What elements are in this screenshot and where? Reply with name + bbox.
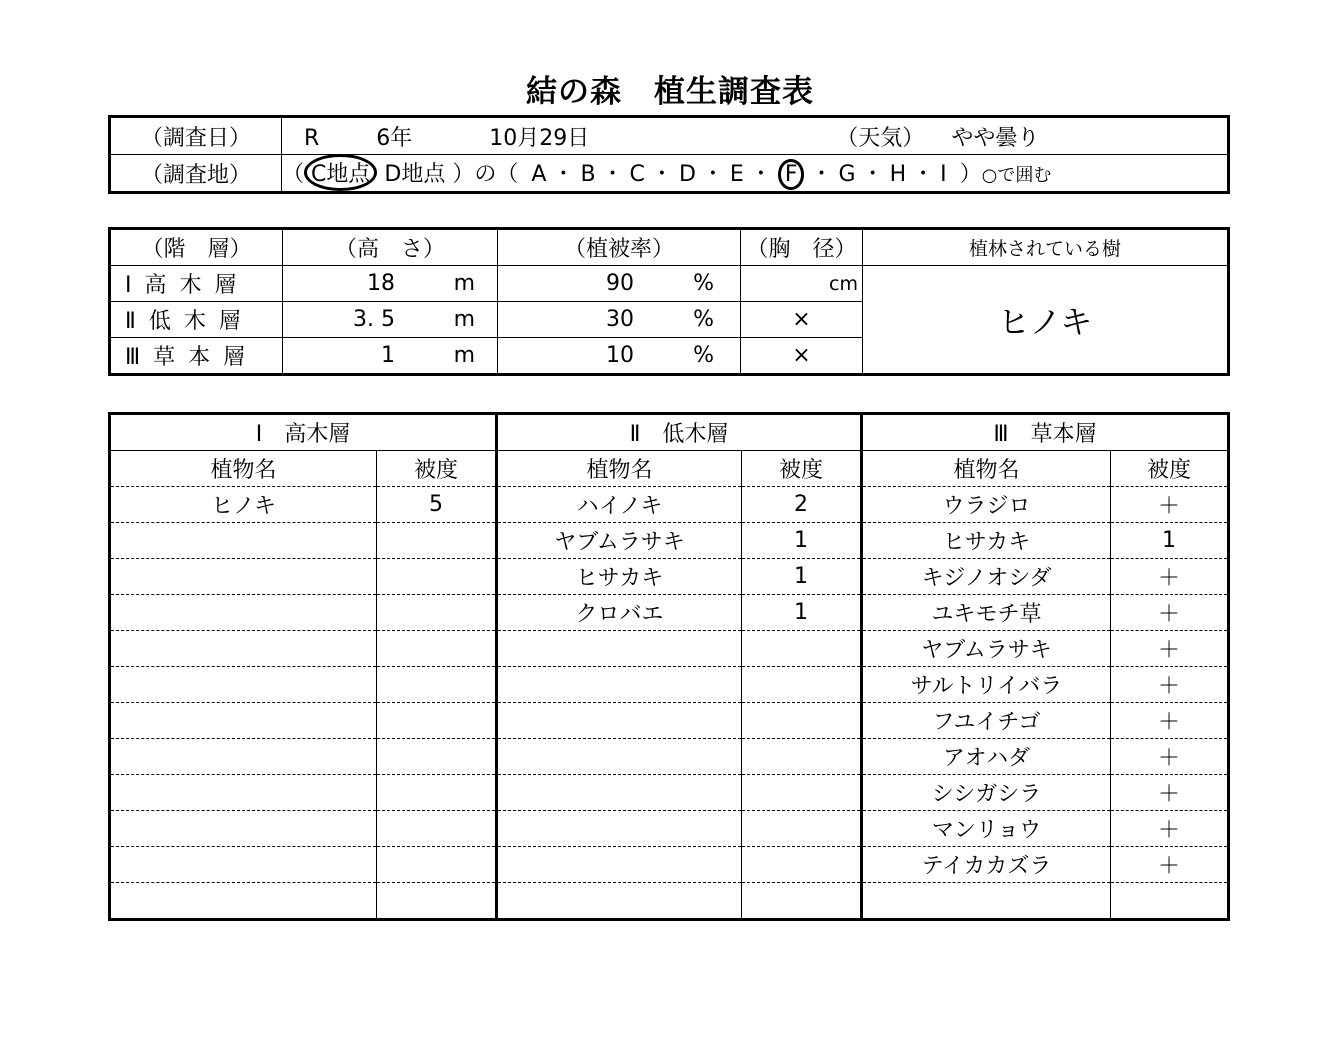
year: 6年 bbox=[376, 125, 413, 151]
shrub-plant-name: ヤブムラサキ bbox=[497, 523, 742, 559]
herb-cover bbox=[1111, 883, 1229, 920]
separator: ・ bbox=[749, 161, 772, 187]
dbh-cell: × bbox=[741, 302, 863, 338]
herb-plant-name: シシガシラ bbox=[862, 775, 1111, 811]
paren: （ bbox=[282, 161, 305, 187]
shrub-plant-name bbox=[497, 883, 742, 920]
date: 10月29日 bbox=[489, 125, 590, 151]
separator: ・ bbox=[601, 161, 624, 187]
herb-cover: ＋ bbox=[1111, 847, 1229, 883]
point-i[interactable]: I bbox=[940, 161, 947, 187]
table-row bbox=[110, 739, 1229, 775]
layer-name: Ⅰ 高 木 層 bbox=[110, 266, 283, 302]
weather: やや曇り bbox=[951, 125, 1040, 151]
site-c-circled[interactable]: C地点 bbox=[304, 155, 377, 191]
header-dbh: （胸 径） bbox=[741, 229, 863, 266]
herb-plant-name: マンリョウ bbox=[862, 811, 1111, 847]
tall-cover bbox=[377, 523, 497, 559]
col-plant-name: 植物名 bbox=[497, 451, 742, 487]
col-plant-name: 植物名 bbox=[862, 451, 1111, 487]
page-title: 結の森 植生調査表 bbox=[526, 74, 814, 110]
species-table bbox=[108, 412, 1230, 921]
herb-plant-name: サルトリイバラ bbox=[862, 667, 1111, 703]
table-row bbox=[110, 487, 1229, 523]
tall-plant-name bbox=[110, 595, 377, 631]
height-cell bbox=[283, 302, 498, 338]
tall-plant-name bbox=[110, 559, 377, 595]
cover-unit: % bbox=[693, 271, 714, 296]
header-layer: （階 層） bbox=[110, 229, 283, 266]
herb-cover: ＋ bbox=[1111, 667, 1229, 703]
herb-plant-name: アオハダ bbox=[862, 739, 1111, 775]
cover-unit: % bbox=[693, 307, 714, 332]
tall-cover bbox=[377, 667, 497, 703]
tall-cover bbox=[377, 847, 497, 883]
point-c[interactable]: C bbox=[629, 161, 645, 187]
tall-plant-name: ヒノキ bbox=[110, 487, 377, 523]
herb-cover: ＋ bbox=[1111, 487, 1229, 523]
shrub-cover: 1 bbox=[742, 523, 862, 559]
tall-plant-name bbox=[110, 847, 377, 883]
herb-plant-name bbox=[862, 883, 1111, 920]
site-d[interactable]: D地点 bbox=[384, 161, 446, 187]
shrub-cover bbox=[742, 883, 862, 920]
column-header-row bbox=[110, 451, 1229, 487]
shrub-plant-name bbox=[497, 667, 742, 703]
cover-value: 30 bbox=[606, 307, 634, 332]
shrub-plant-name bbox=[497, 703, 742, 739]
table-row bbox=[110, 559, 1229, 595]
table-row bbox=[110, 631, 1229, 667]
shrub-plant-name bbox=[497, 847, 742, 883]
tall-plant-name bbox=[110, 523, 377, 559]
date-cell bbox=[282, 117, 1229, 155]
col-cover: 被度 bbox=[1111, 451, 1229, 487]
table-row bbox=[110, 703, 1229, 739]
point-a[interactable]: A bbox=[531, 161, 547, 187]
tall-plant-name bbox=[110, 667, 377, 703]
tall-plant-name bbox=[110, 703, 377, 739]
tall-plant-name bbox=[110, 739, 377, 775]
header-planted: 植林されている樹 bbox=[863, 229, 1229, 266]
planted-tree: ヒノキ bbox=[863, 266, 1229, 375]
dbh-cell: × bbox=[741, 338, 863, 375]
cover-cell bbox=[498, 266, 741, 302]
point-g[interactable]: G bbox=[838, 161, 856, 187]
layer-summary-table bbox=[108, 227, 1230, 376]
close-paren: ） bbox=[959, 161, 982, 187]
tall-cover bbox=[377, 883, 497, 920]
shrub-cover bbox=[742, 667, 862, 703]
herb-cover: ＋ bbox=[1111, 595, 1229, 631]
separator: ・ bbox=[912, 161, 935, 187]
group-shrub: Ⅱ 低木層 bbox=[497, 414, 862, 451]
era: R bbox=[304, 125, 320, 151]
shrub-plant-name bbox=[497, 631, 742, 667]
tall-cover bbox=[377, 595, 497, 631]
tall-cover bbox=[377, 739, 497, 775]
separator: ・ bbox=[861, 161, 884, 187]
cover-unit: % bbox=[693, 343, 714, 368]
table-row bbox=[110, 595, 1229, 631]
height-value: 1 bbox=[381, 343, 395, 368]
point-h[interactable]: H bbox=[889, 161, 907, 187]
shrub-plant-name: ヒサカキ bbox=[497, 559, 742, 595]
herb-cover: ＋ bbox=[1111, 775, 1229, 811]
separator: ・ bbox=[810, 161, 833, 187]
site-cell bbox=[282, 155, 1229, 193]
layer-row bbox=[110, 266, 1229, 302]
group-tall: Ⅰ 高木層 bbox=[110, 414, 497, 451]
tall-plant-name bbox=[110, 883, 377, 920]
shrub-cover bbox=[742, 847, 862, 883]
herb-plant-name: テイカカズラ bbox=[862, 847, 1111, 883]
shrub-cover bbox=[742, 631, 862, 667]
header-cover: （植被率） bbox=[498, 229, 741, 266]
separator: ・ bbox=[650, 161, 673, 187]
tall-plant-name bbox=[110, 775, 377, 811]
table-row bbox=[110, 775, 1229, 811]
table-row bbox=[110, 847, 1229, 883]
layer-name: Ⅲ 草 本 層 bbox=[110, 338, 283, 375]
point-f[interactable]: F bbox=[778, 159, 805, 190]
shrub-plant-name: ハイノキ bbox=[497, 487, 742, 523]
table-row bbox=[110, 883, 1229, 920]
cover-value: 10 bbox=[606, 343, 634, 368]
separator: ・ bbox=[552, 161, 575, 187]
table-row bbox=[110, 667, 1229, 703]
col-cover: 被度 bbox=[742, 451, 862, 487]
herb-cover: ＋ bbox=[1111, 631, 1229, 667]
height-cell bbox=[283, 266, 498, 302]
herb-cover: ＋ bbox=[1111, 811, 1229, 847]
of-text: ）の（ bbox=[452, 161, 519, 187]
tall-cover bbox=[377, 811, 497, 847]
shrub-plant-name: クロバエ bbox=[497, 595, 742, 631]
shrub-cover bbox=[742, 703, 862, 739]
note: ○で囲む bbox=[981, 164, 1052, 186]
shrub-plant-name bbox=[497, 739, 742, 775]
height-unit: m bbox=[453, 271, 475, 296]
tall-cover bbox=[377, 559, 497, 595]
tall-plant-name bbox=[110, 631, 377, 667]
separator: ・ bbox=[701, 161, 724, 187]
herb-plant-name: ウラジロ bbox=[862, 487, 1111, 523]
herb-cover: ＋ bbox=[1111, 559, 1229, 595]
shrub-plant-name bbox=[497, 775, 742, 811]
herb-plant-name: ヒサカキ bbox=[862, 523, 1111, 559]
point-e[interactable]: E bbox=[729, 161, 744, 187]
tall-cover: 5 bbox=[377, 487, 497, 523]
shrub-plant-name bbox=[497, 811, 742, 847]
cover-cell bbox=[498, 338, 741, 375]
cover-cell bbox=[498, 302, 741, 338]
height-unit: m bbox=[453, 307, 475, 332]
dbh-cell: cm bbox=[741, 266, 863, 302]
table-row bbox=[110, 523, 1229, 559]
herb-plant-name: ヤブムラサキ bbox=[862, 631, 1111, 667]
header-height: （高 さ） bbox=[283, 229, 498, 266]
shrub-cover bbox=[742, 739, 862, 775]
herb-plant-name: ユキモチ草 bbox=[862, 595, 1111, 631]
shrub-cover bbox=[742, 775, 862, 811]
tall-plant-name bbox=[110, 811, 377, 847]
layer-name: Ⅱ 低 木 層 bbox=[110, 302, 283, 338]
date-label: （調査日） bbox=[110, 117, 282, 155]
weather-label: （天気） bbox=[836, 125, 925, 151]
shrub-cover: 2 bbox=[742, 487, 862, 523]
shrub-cover: 1 bbox=[742, 595, 862, 631]
group-herb: Ⅲ 草本層 bbox=[862, 414, 1229, 451]
col-plant-name: 植物名 bbox=[110, 451, 377, 487]
height-unit: m bbox=[453, 343, 475, 368]
height-value: 3. 5 bbox=[353, 307, 395, 332]
herb-cover: ＋ bbox=[1111, 739, 1229, 775]
tall-cover bbox=[377, 775, 497, 811]
tall-cover bbox=[377, 631, 497, 667]
tall-cover bbox=[377, 703, 497, 739]
height-value: 18 bbox=[367, 271, 395, 296]
herb-plant-name: フユイチゴ bbox=[862, 703, 1111, 739]
shrub-cover bbox=[742, 811, 862, 847]
herb-cover: 1 bbox=[1111, 523, 1229, 559]
col-cover: 被度 bbox=[377, 451, 497, 487]
cover-value: 90 bbox=[606, 271, 634, 296]
table-row bbox=[110, 811, 1229, 847]
herb-plant-name: キジノオシダ bbox=[862, 559, 1111, 595]
point-d[interactable]: D bbox=[678, 161, 696, 187]
site-label: （調査地） bbox=[110, 155, 282, 193]
point-b[interactable]: B bbox=[580, 161, 596, 187]
herb-cover: ＋ bbox=[1111, 703, 1229, 739]
height-cell bbox=[283, 338, 498, 375]
shrub-cover: 1 bbox=[742, 559, 862, 595]
survey-info-table bbox=[108, 115, 1230, 194]
